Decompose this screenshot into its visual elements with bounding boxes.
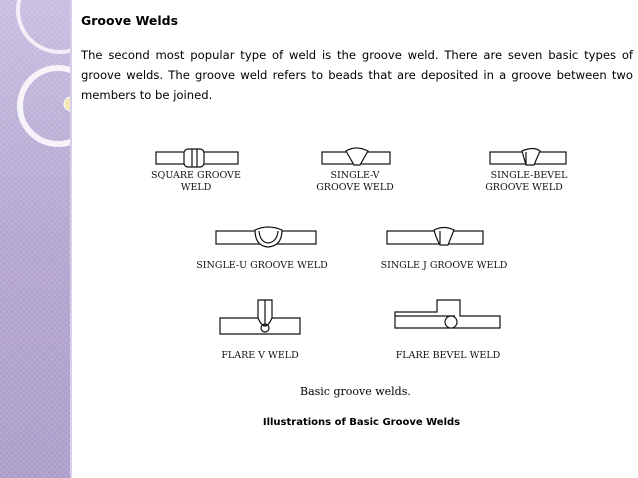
label-single-bevel-2: GROOVE WELD <box>485 182 563 193</box>
label-single-j: SINGLE J GROOVE WELD <box>380 260 508 271</box>
figure-caption: Basic groove welds. <box>300 385 411 398</box>
label-single-v-2: GROOVE WELD <box>316 182 394 193</box>
single-j-diagram <box>387 228 483 246</box>
label-flare-bevel: FLARE BEVEL WELD <box>395 350 501 361</box>
single-v-diagram <box>322 148 390 165</box>
label-square-groove-1: SQUARE GROOVE <box>151 170 241 181</box>
label-flare-v: FLARE V WELD <box>221 350 299 361</box>
single-u-diagram <box>216 227 316 247</box>
body-paragraph: The second most popular type of weld is the groove weld. There are seven basic types of groove welds. The groove weld refers to beads that are deposited in a groove between two members to be joined. <box>81 48 633 102</box>
label-single-v-1: SINGLE-V <box>330 170 380 181</box>
label-single-bevel-1: SINGLE-BEVEL <box>490 170 568 181</box>
flare-bevel-diagram <box>395 300 500 328</box>
label-square-groove-2: WELD <box>180 182 212 193</box>
illustration-caption: Illustrations of Basic Groove Welds <box>262 417 461 428</box>
single-bevel-diagram <box>490 149 566 166</box>
page-heading: Groove Welds <box>81 13 179 28</box>
label-single-u: SINGLE-U GROOVE WELD <box>196 260 328 271</box>
flare-v-diagram <box>220 300 300 334</box>
square-groove-diagram <box>156 149 238 167</box>
